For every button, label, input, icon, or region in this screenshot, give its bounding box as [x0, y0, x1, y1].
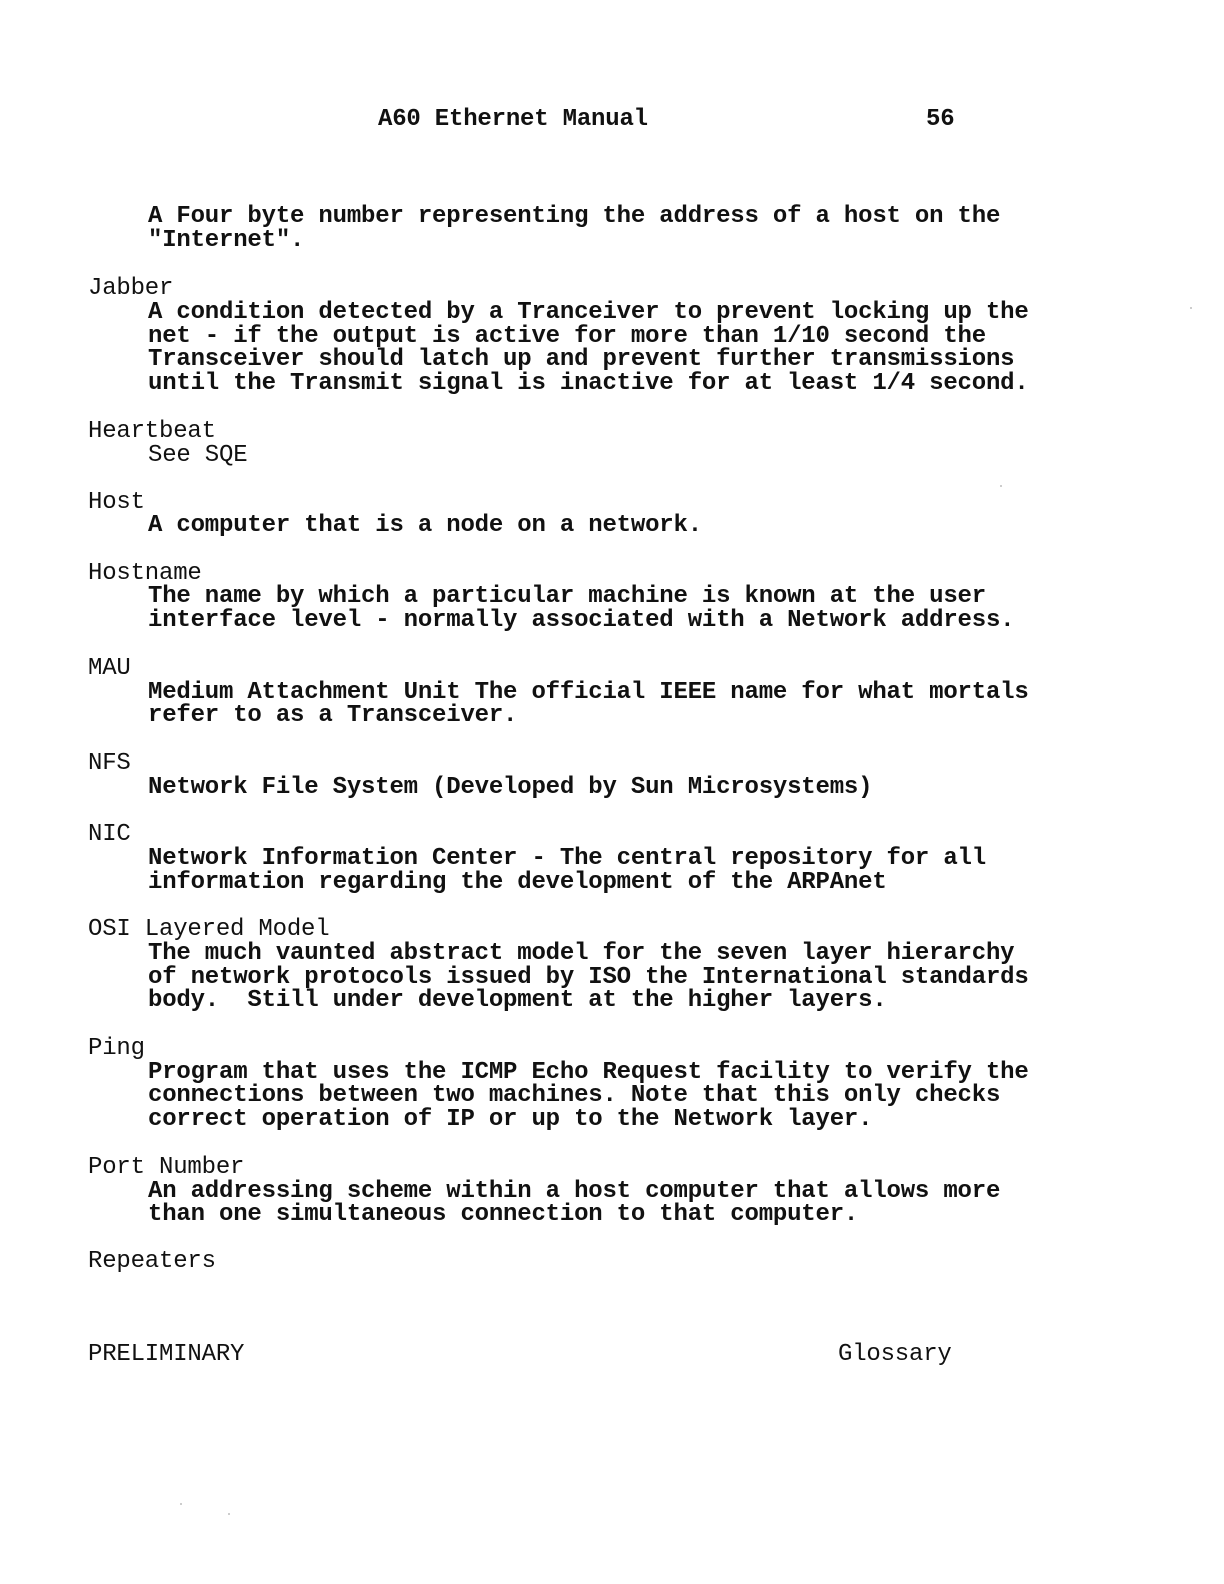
page-number: 56	[926, 106, 955, 133]
definition-line: Medium Attachment Unit The official IEEE name for what mortals	[148, 679, 1029, 706]
definition-line: Transceiver should latch up and prevent further transmissions	[148, 346, 1015, 373]
glossary-term-jabber: Jabber	[88, 275, 174, 302]
glossary-term-heartbeat: Heartbeat	[88, 418, 216, 445]
definition-line: body. Still under development at the higher layers.	[148, 987, 887, 1014]
definition-line: refer to as a Transceiver.	[148, 702, 518, 729]
scan-speck	[1190, 307, 1192, 309]
definition-line: An addressing scheme within a host computer that allows more	[148, 1178, 1001, 1205]
definition-line: net - if the output is active for more than 1/10 second the	[148, 323, 986, 350]
definition-line: A computer that is a node on a network.	[148, 512, 702, 539]
definition-line: Program that uses the ICMP Echo Request facility to verify the	[148, 1059, 1029, 1086]
scan-speck	[1000, 485, 1002, 487]
definition-line: interface level - normally associated with a Network address.	[148, 607, 1015, 634]
definition-line: connections between two machines. Note that this only checks	[148, 1082, 1001, 1109]
definition-line: Network Information Center - The central repository for all	[148, 845, 986, 872]
glossary-term-host: Host	[88, 489, 145, 516]
page-title: A60 Ethernet Manual	[378, 106, 648, 133]
glossary-term-hostname: Hostname	[88, 560, 202, 587]
scan-speck	[228, 1513, 230, 1515]
intro-definition-line: "Internet".	[148, 227, 305, 254]
glossary-term-repeaters: Repeaters	[88, 1248, 216, 1275]
glossary-term-nfs: NFS	[88, 750, 131, 777]
scan-speck	[180, 1503, 182, 1505]
glossary-term-port-number: Port Number	[88, 1154, 245, 1181]
glossary-term-ping: Ping	[88, 1035, 145, 1062]
glossary-term-nic: NIC	[88, 821, 131, 848]
definition-line: correct operation of IP or up to the Network layer.	[148, 1106, 873, 1133]
definition-line: until the Transmit signal is inactive for at least 1/4 second.	[148, 370, 1029, 397]
definition-line: information regarding the development of the ARPAnet	[148, 869, 887, 896]
definition-line: of network protocols issued by ISO the International standards	[148, 964, 1029, 991]
glossary-term-mau: MAU	[88, 655, 131, 682]
definition-line: A condition detected by a Tranceiver to prevent locking up the	[148, 299, 1029, 326]
definition-line: The name by which a particular machine is known at the user	[148, 583, 986, 610]
intro-definition-line: A Four byte number representing the address of a host on the	[148, 203, 1001, 230]
footer-section: Glossary	[838, 1341, 952, 1368]
definition-line: than one simultaneous connection to that computer.	[148, 1201, 859, 1228]
footer-status: PRELIMINARY	[88, 1341, 245, 1368]
definition-line: The much vaunted abstract model for the seven layer hierarchy	[148, 940, 1015, 967]
definition-line: See SQE	[148, 442, 248, 469]
glossary-term-osi-layered-model: OSI Layered Model	[88, 916, 330, 943]
definition-line: Network File System (Developed by Sun Microsystems)	[148, 774, 873, 801]
